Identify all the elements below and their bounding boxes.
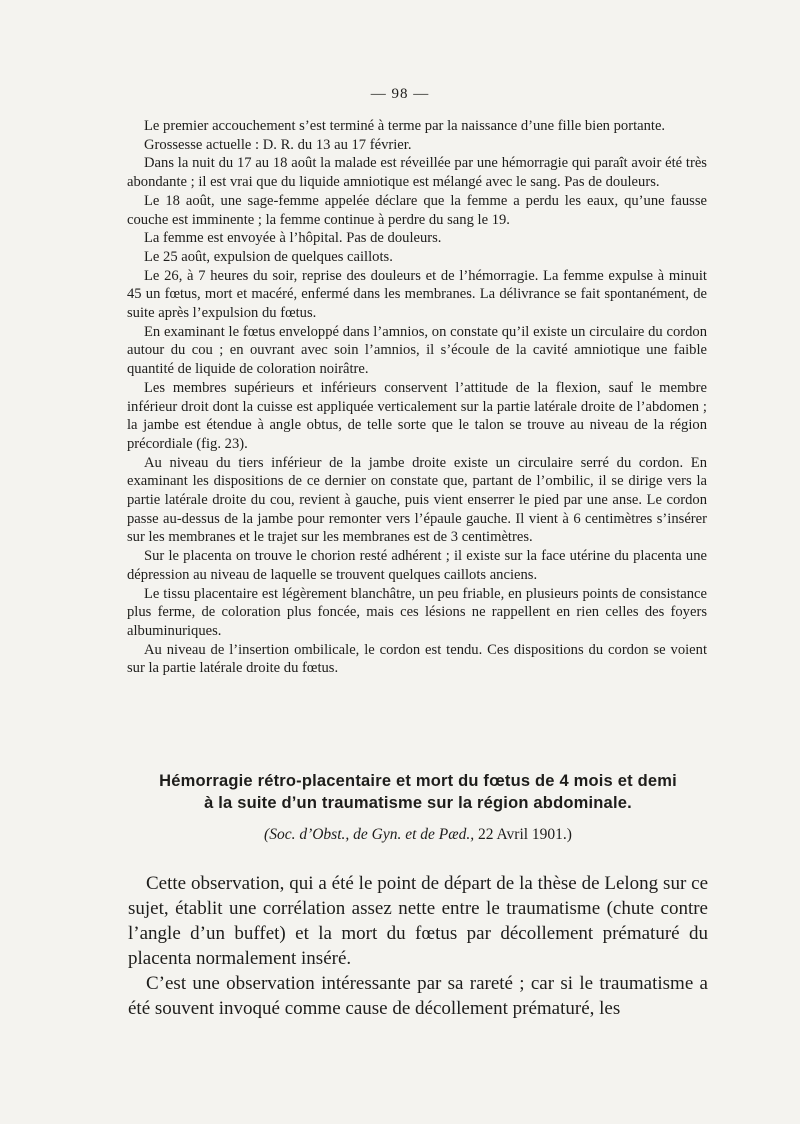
paragraph: Les membres supérieurs et inférieurs conservent l’attitude de la flexion, sauf le membre inférieur droit dont la cuisse est appliquée verticalement sur la partie latérale droite de l’abdomen ; la jambe est étendue à angle obtus, de telle sorte que le talon se trouve au niveau de la région précordiale (fig. 23). bbox=[127, 379, 707, 452]
paragraph: Sur le placenta on trouve le chorion resté adhérent ; il existe sur la face utérine du placenta une dépression au niveau de laquelle se trouvent quelques caillots anciens. bbox=[127, 548, 707, 583]
paragraph: Le 26, à 7 heures du soir, reprise des douleurs et de l’hémorragie. La femme expulse à minuit 45 un fœtus, mort et macéré, enfermé dans les membranes. La délivrance se fait spontanément, de suite après l’expulsion du fœtus. bbox=[127, 267, 707, 322]
section-title bbox=[118, 770, 718, 814]
paragraph: Au niveau de l’insertion ombilicale, le cordon est tendu. Ces dispositions du cordon se voient sur la partie latérale droite du fœtus. bbox=[127, 641, 707, 677]
citation-source: (Soc. d’Obst., de Gyn. et de Pæd., bbox=[264, 826, 475, 843]
section-title-line: Hémorragie rétro-placentaire et mort du fœtus de 4 mois et demi bbox=[159, 772, 677, 790]
paragraph: La femme est envoyée à l’hôpital. Pas de douleurs. bbox=[144, 230, 442, 247]
paragraph: C’est une observation intéressante par sa rareté ; car si le traumatisme a été souvent invoqué comme cause de décollement prématuré, les bbox=[128, 973, 708, 1019]
section-title-line: à la suite d’un traumatisme sur la région abdominale. bbox=[204, 794, 632, 812]
paragraph: En examinant le fœtus enveloppé dans l’amnios, on constate qu’il existe un circulaire du cordon autour du cou ; en ouvrant avec soin l’amnios, il s’écoule de la cavité amniotique une faible quantité de liquide de coloration noirâtre. bbox=[127, 323, 707, 378]
page-number: — 98 — bbox=[370, 86, 430, 102]
paragraph: Le 18 août, une sage-femme appelée déclare que la femme a perdu les eaux, qu’une fausse couche est imminente ; la femme continue à perdre du sang le 19. bbox=[127, 192, 707, 228]
body-text bbox=[128, 871, 708, 1021]
paragraph: Grossesse actuelle : D. R. du 13 au 17 février. bbox=[144, 136, 412, 153]
paragraph: Le 25 août, expulsion de quelques caillots. bbox=[144, 248, 393, 265]
citation bbox=[118, 826, 718, 844]
observation-text bbox=[127, 117, 707, 678]
paragraph: Dans la nuit du 17 au 18 août la malade est réveillée par une hémorragie qui paraît avoir été très abondante ; il est vrai que du liquide amniotique est mélangé avec le sang. Pas de douleurs. bbox=[127, 155, 707, 191]
paragraph: Le tissu placentaire est légèrement blanchâtre, un peu friable, en plusieurs points de consistance plus ferme, de coloration plus foncée, mais ces lésions ne rappellent en rien celles des foyers albuminuriques. bbox=[127, 585, 707, 639]
citation-date: 22 Avril 1901.) bbox=[477, 826, 572, 843]
paragraph: Le premier accouchement s’est terminé à terme par la naissance d’une fille bien portante. bbox=[144, 118, 666, 134]
paragraph: Au niveau du tiers inférieur de la jambe droite existe un circulaire serré du cordon. En examinant les dispositions de ce dernier on constate que, partant de l’ombilic, il se dirige vers la partie latérale droite du cou, revient à gauche, puis vient enserrer le pied par une anse. Le cordon passe au-dessus de la jambe pour remonter vers l’épaule gauche. Il vient à 6 centimètres s’insérer sur les membranes et le trajet sur les membranes est de 3 centimètres. bbox=[127, 454, 707, 546]
paragraph: Cette observation, qui a été le point de départ de la thèse de Lelong sur ce sujet, établit une corrélation assez nette entre le traumatisme (chute contre l’angle d’un buffet) et la mort du fœtus par décollement prématuré du placenta normalement inséré. bbox=[128, 873, 708, 969]
